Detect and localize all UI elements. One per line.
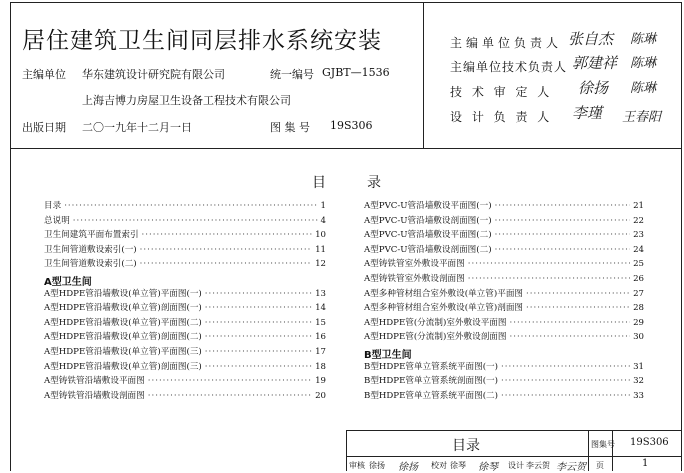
toc-heading-left: 目: [312, 175, 326, 191]
toc-entry-page: 25: [633, 259, 644, 270]
main-title: 居住建筑卫生间同层排水系统安装: [22, 28, 382, 54]
toc-leader-dots: [142, 228, 313, 242]
toc-entry: [44, 316, 326, 330]
toc-section-heading: B型卫生间: [364, 350, 412, 361]
toc-entry: [44, 330, 326, 344]
toc-entry-title: A型多种管材组合室外敷设(单立管)剖面图: [364, 303, 524, 314]
toc-entry-page: 29: [633, 317, 644, 328]
toc-entry-title: A型HDPE管沿墙敷设(单立管)平面图(三): [44, 347, 202, 357]
toc-leader-dots: [509, 330, 630, 344]
designer-name: 李云贺: [526, 461, 550, 470]
toc-entry-page: 30: [633, 332, 644, 343]
toc-entry-title: A型HDPE管沿墙敷设(单立管)平面图(二): [44, 317, 202, 328]
toc-leader-dots: [495, 228, 631, 242]
toc-entry: [44, 287, 326, 301]
toc-entry: [364, 228, 644, 242]
toc-leader-dots: [205, 345, 312, 359]
toc-leader-dots: [468, 272, 630, 286]
toc-entry: [44, 301, 326, 315]
toc-entry-page: 33: [633, 390, 644, 401]
toc-entry-title: B型HDPE管单立管系统平面图(一): [364, 361, 498, 372]
signature: 王春阳: [622, 110, 662, 125]
toc-entry-page: 13: [315, 288, 326, 299]
toc-entry: [364, 243, 644, 257]
toc-entry: [44, 214, 326, 228]
toc-leader-dots: [148, 389, 312, 403]
toc-entry: [364, 316, 644, 330]
signature: 郭建祥: [572, 54, 618, 72]
toc-entry: [44, 243, 326, 257]
toc-leader-dots: [140, 257, 312, 271]
designer-signature: 李云贺: [556, 462, 586, 473]
toc-entry: [364, 257, 644, 271]
reviewer-name: 徐扬: [369, 461, 385, 470]
toc-leader-dots: [205, 301, 312, 315]
toc-entry-page: 20: [315, 390, 326, 401]
toc-leader-dots: [205, 287, 312, 301]
responsible-label: 设 计 负 责 人: [450, 110, 553, 124]
toc-entry-page: 32: [633, 376, 644, 387]
toc-entry-title: 目录: [44, 201, 62, 211]
toc-entry: [44, 228, 326, 242]
toc-entry: [364, 360, 644, 374]
toc-leader-dots: [495, 214, 631, 228]
toc-entry-title: B型HDPE管单立管系统平面图(二): [364, 390, 498, 401]
toc-entry: [364, 199, 644, 213]
toc-leader-dots: [73, 214, 318, 228]
toc-entry-page: 19: [315, 376, 326, 387]
toc-entry-page: 11: [315, 244, 326, 255]
toc-entry-title: A型HDPE管沿墙敷设(单立管)剖面图(一): [44, 303, 202, 314]
reviewer-signature: 徐扬: [398, 462, 418, 473]
responsible-label: 主编单位负责人: [450, 36, 563, 50]
unified-no: GJBT—1536: [322, 66, 390, 79]
toc-entry-title: A型铸铁管室外敷设平面图: [364, 259, 465, 270]
toc-entry: [44, 360, 326, 374]
checker-name: 徐琴: [450, 461, 466, 470]
toc-entry: [44, 345, 326, 359]
toc-entry-title: 卫生间建筑平面布置索引: [44, 230, 139, 241]
chief-unit-label: 主编单位: [22, 68, 66, 81]
toc-leader-dots: [205, 316, 312, 330]
toc-entry-page: 23: [633, 230, 644, 241]
toc-entry-page: 31: [633, 361, 644, 372]
title-block-atlas-label: 图集号: [591, 440, 615, 449]
toc-entry: [44, 374, 326, 388]
toc-leader-dots: [501, 360, 630, 374]
toc-entry-title: A型HDPE管沿墙敷设(单立管)剖面图(三): [44, 361, 202, 372]
toc-leader-dots: [140, 243, 312, 257]
page-label: 页: [596, 461, 604, 470]
toc-entry-title: A型HDPE管沿墙敷设(单立管)剖面图(二): [44, 332, 202, 343]
toc-entry-page: 4: [320, 215, 326, 226]
toc-entry: [44, 257, 326, 271]
toc-heading-right: 录: [367, 175, 381, 191]
signature: 陈琳: [630, 32, 657, 47]
checker-signature: 徐琴: [478, 462, 498, 473]
toc-entry-page: 22: [633, 215, 644, 226]
toc-entry-page: 1: [320, 201, 326, 211]
toc-entry: [364, 389, 644, 403]
check-label: 校对: [431, 461, 447, 470]
toc-entry-page: 18: [315, 361, 326, 372]
toc-entry-title: A型HDPE管(分流制)室外敷设剖面图: [364, 332, 507, 343]
toc-leader-dots: [148, 374, 312, 388]
toc-entry-page: 12: [315, 259, 326, 270]
title-block-title: 目录: [452, 438, 480, 454]
publish-date: 二〇一九年十二月一日: [82, 121, 192, 134]
toc-entry-page: 17: [315, 347, 326, 357]
review-label: 审核: [349, 461, 365, 470]
toc-entry-title: A型HDPE管(分流制)室外敷设平面图: [364, 317, 507, 328]
toc-entry-page: 26: [633, 274, 644, 284]
toc-entry-title: 总说明: [44, 215, 70, 226]
toc-leader-dots: [495, 243, 631, 257]
responsible-label: 技 术 审 定 人: [450, 85, 553, 99]
page-number: 1: [642, 458, 649, 469]
toc-entry: [44, 199, 326, 213]
signature: 陈琳: [630, 56, 657, 71]
title-block-atlas-no: 19S306: [630, 437, 669, 448]
toc-entry-title: A型PVC-U管沿墙敷设剖面图(一): [364, 215, 492, 226]
signature: 张自杰: [568, 30, 614, 48]
toc-entry-page: 28: [633, 303, 644, 314]
toc-entry-title: A型HDPE管沿墙敷设(单立管)平面图(一): [44, 288, 202, 299]
signature: 徐扬: [578, 79, 609, 97]
toc-entry: [364, 272, 644, 286]
chief-unit-1: 华东建筑设计研究院有限公司: [82, 68, 225, 81]
toc-entry-title: A型PVC-U管沿墙敷设剖面图(二): [364, 244, 492, 255]
toc-entry: [364, 214, 644, 228]
toc-entry: [364, 287, 644, 301]
toc-entry: [364, 374, 644, 388]
chief-unit-2: 上海吉博力房屋卫生设备工程技术有限公司: [82, 94, 291, 107]
toc-entry-page: 24: [633, 244, 644, 255]
toc-entry-title: 卫生间管道敷设索引(二): [44, 259, 137, 270]
toc-section-heading: A型卫生间: [44, 277, 92, 288]
toc-entry-title: A型多种管材组合室外敷设(单立管)平面图: [364, 288, 524, 299]
toc-entry: [364, 330, 644, 344]
atlas-no-label: 图 集 号: [270, 121, 310, 134]
toc-entry: [364, 301, 644, 315]
toc-entry: [44, 389, 326, 403]
toc-entry-title: A型PVC-U管沿墙敷设平面图(一): [364, 201, 492, 211]
toc-leader-dots: [526, 287, 630, 301]
toc-leader-dots: [468, 257, 630, 271]
toc-entry-title: A型铸铁管室外敷设剖面图: [364, 274, 465, 284]
toc-entry-page: 15: [315, 317, 326, 328]
signature: 李瑾: [572, 104, 603, 122]
toc-entry-page: 14: [315, 303, 326, 314]
publish-date-label: 出版日期: [22, 121, 66, 134]
unified-no-label: 统一编号: [270, 68, 314, 81]
toc-entry-title: 卫生间管道敷设索引(一): [44, 244, 137, 255]
toc-entry-page: 16: [315, 332, 326, 343]
toc-entry-page: 10: [315, 230, 326, 241]
toc-leader-dots: [509, 316, 630, 330]
toc-leader-dots: [501, 374, 630, 388]
toc-entry-page: 21: [633, 201, 644, 211]
design-label: 设计: [508, 461, 524, 470]
atlas-no: 19S306: [330, 119, 373, 132]
toc-leader-dots: [526, 301, 630, 315]
toc-entry-title: A型PVC-U管沿墙敷设平面图(二): [364, 230, 492, 241]
toc-entry-title: B型HDPE管单立管系统剖面图(一): [364, 376, 498, 387]
toc-leader-dots: [495, 199, 631, 213]
signature: 陈琳: [630, 81, 657, 96]
toc-leader-dots: [64, 199, 317, 213]
toc-leader-dots: [205, 360, 312, 374]
responsible-label: 主编单位技术负责人: [450, 60, 568, 74]
toc-entry-page: 27: [633, 288, 644, 299]
toc-entry-title: A型铸铁管沿墙敷设剖面图: [44, 390, 145, 401]
toc-leader-dots: [501, 389, 630, 403]
toc-leader-dots: [205, 330, 312, 344]
toc-entry-title: A型铸铁管沿墙敷设平面图: [44, 376, 145, 387]
